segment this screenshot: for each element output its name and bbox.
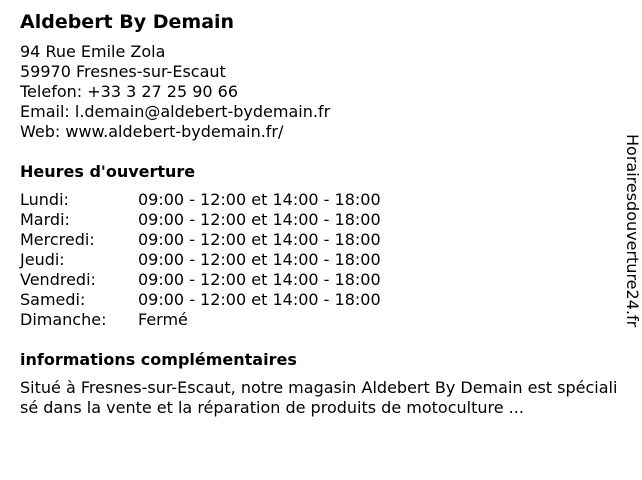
hours-time: 09:00 - 12:00 et 14:00 - 18:00	[138, 250, 381, 269]
web-line: Web: www.aldebert-bydemain.fr/	[20, 122, 284, 141]
address-line-2: 59970 Fresnes-sur-Escaut	[20, 62, 226, 81]
phone-line: Telefon: +33 3 27 25 90 66	[20, 82, 239, 101]
business-card	[20, 10, 620, 418]
hours-row	[20, 250, 620, 270]
hours-title: Heures d'ouverture	[20, 162, 196, 181]
hours-row	[20, 290, 620, 310]
hours-day: Samedi:	[20, 290, 86, 309]
hours-time: 09:00 - 12:00 et 14:00 - 18:00	[138, 210, 381, 229]
hours-day: Mercredi:	[20, 230, 95, 249]
hours-time: 09:00 - 12:00 et 14:00 - 18:00	[138, 290, 381, 309]
hours-table	[20, 190, 620, 330]
hours-time: 09:00 - 12:00 et 14:00 - 18:00	[138, 270, 381, 289]
info-title: informations complémentaires	[20, 350, 297, 369]
hours-row	[20, 270, 620, 290]
hours-row	[20, 310, 620, 330]
hours-row	[20, 210, 620, 230]
info-text: Situé à Fresnes-sur-Escaut, notre magasin Aldebert By Demain est spécialisé dans la vente et la réparation de produits de motoculture ...	[20, 378, 618, 417]
hours-day: Vendredi:	[20, 270, 96, 289]
hours-row	[20, 190, 620, 210]
address-line-1: 94 Rue Emile Zola	[20, 42, 166, 61]
site-watermark: Horairesdouverture24.fr	[623, 134, 642, 328]
hours-day: Lundi:	[20, 190, 69, 209]
hours-row	[20, 230, 620, 250]
hours-day: Mardi:	[20, 210, 70, 229]
hours-time: 09:00 - 12:00 et 14:00 - 18:00	[138, 190, 381, 209]
email-line: Email: l.demain@aldebert-bydemain.fr	[20, 102, 331, 121]
hours-day: Jeudi:	[20, 250, 65, 269]
hours-time: Fermé	[138, 310, 188, 329]
hours-time: 09:00 - 12:00 et 14:00 - 18:00	[138, 230, 381, 249]
business-name: Aldebert By Demain	[20, 11, 235, 33]
hours-day: Dimanche:	[20, 310, 107, 329]
